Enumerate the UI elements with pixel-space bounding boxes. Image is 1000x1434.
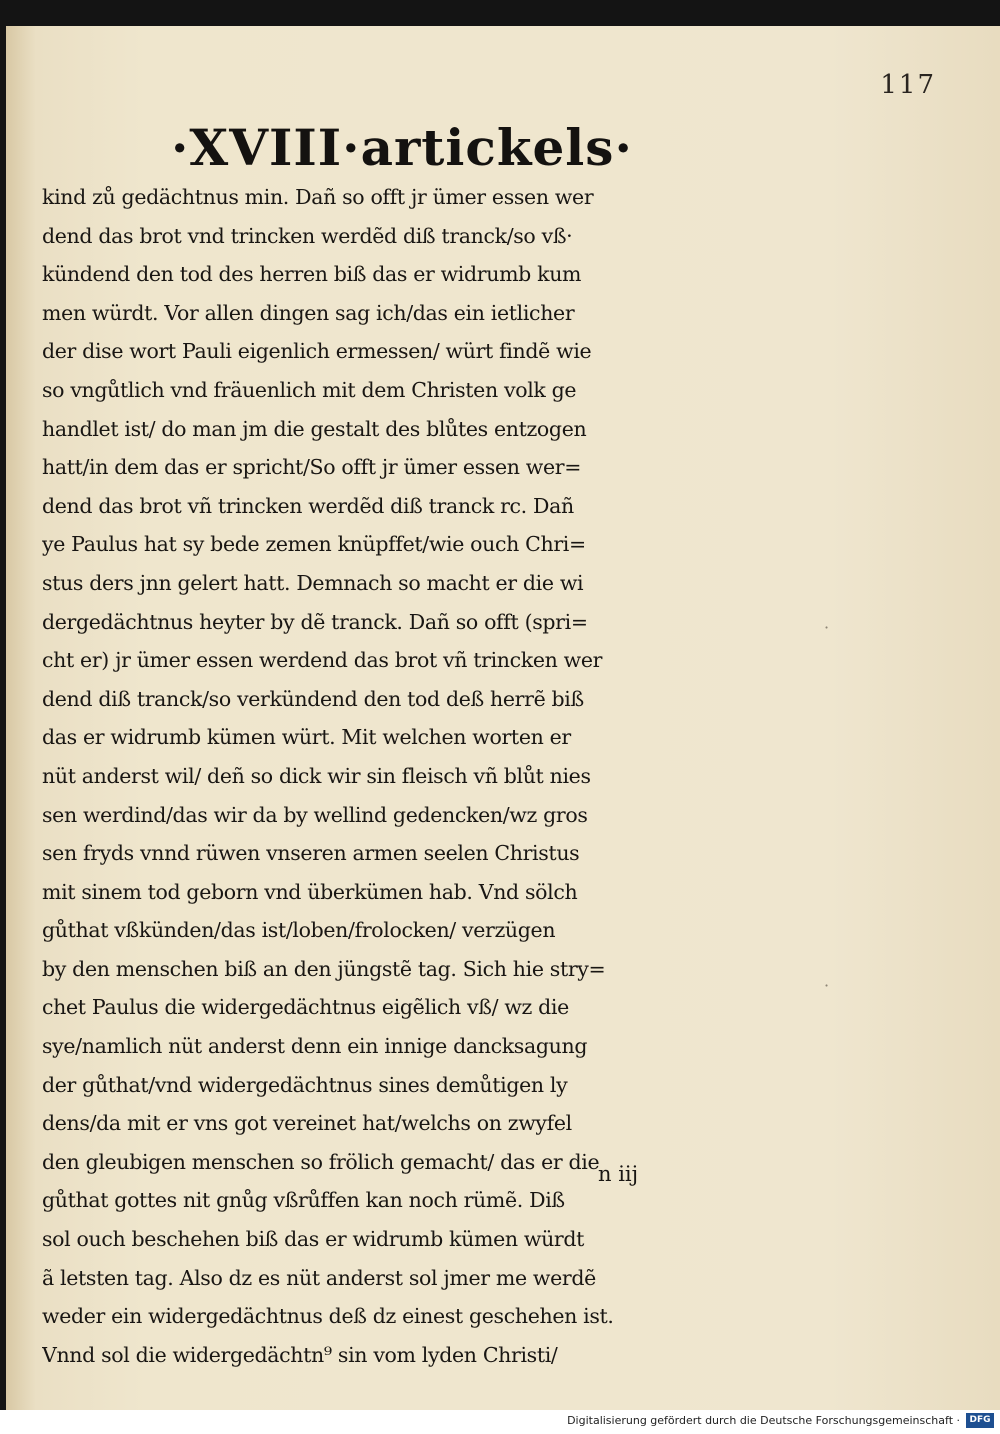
text-line: sen werdind/das wir da by wellind gedencken/wz gros [42, 802, 588, 827]
text-line: men würdt. Vor allen dingen sag ich/das ein ietlicher [42, 300, 575, 325]
dfg-logo: DFG [966, 1413, 994, 1428]
book-page [6, 26, 1000, 1410]
text-line: ã letsten tag. Also dz es nüt anderst sol jmer me werdẽ [42, 1265, 596, 1290]
text-line: cht er) jr ümer essen werdend das brot vñ trincken wer [42, 648, 603, 673]
margin-mark: · [824, 976, 830, 995]
text-line: gůthat vßkünden/das ist/loben/frolocken/ verzügen [42, 918, 556, 943]
margin-mark: · [824, 618, 830, 637]
text-line: gůthat gottes nit gnůg vßrůffen kan noch rümẽ. Diß [42, 1188, 565, 1213]
body-text [42, 178, 712, 1374]
signature-mark: n iij [598, 1162, 639, 1186]
text-line: handlet ist/ do man jm die gestalt des blůtes entzogen [42, 416, 587, 441]
text-line: das er widrumb kümen würt. Mit welchen worten er [42, 725, 571, 750]
text-line: den gleubigen menschen so frölich gemacht/ das er die [42, 1149, 600, 1174]
page-number: 117 [880, 70, 936, 100]
text-line: by den menschen biß an den jüngstẽ tag. Sich hie stry= [42, 956, 606, 981]
text-line: kind zů gedächtnus min. Dañ so offt jr ümer essen wer [42, 185, 594, 209]
text-line: hatt/in dem das er spricht/So offt jr ümer essen wer= [42, 455, 582, 480]
text-line: dens/da mit er vns got vereinet hat/welchs on zwyfel [42, 1111, 572, 1136]
text-line: der gůthat/vnd widergedächtnus sines demůtigen ly [42, 1072, 568, 1097]
text-line: nüt anderst wil/ deñ so dick wir sin fleisch vñ blůt nies [42, 763, 591, 788]
text-line: der dise wort Pauli eigenlich ermessen/ würt findẽ wie [42, 339, 592, 364]
text-line: sen fryds vnnd rüwen vnseren armen seelen Christus [42, 841, 580, 866]
footer-bar [0, 1410, 1000, 1434]
running-heading: ·XVIII·artickels· [171, 118, 633, 177]
text-line: Vnnd sol die widergedächtn⁹ sin vom lyden Christi/ [42, 1342, 558, 1367]
text-line: sye/namlich nüt anderst denn ein innige dancksagung [42, 1034, 588, 1059]
text-line: dend das brot vñ trincken werdẽd diß tranck rc. Dañ [42, 493, 574, 518]
digitization-credit: Digitalisierung gefördert durch die Deutsche Forschungsgemeinschaft · [567, 1414, 960, 1427]
text-line: so vngůtlich vnd fräuenlich mit dem Christen volk ge [42, 377, 577, 402]
text-line: mit sinem tod geborn vnd überkümen hab. Vnd sölch [42, 879, 578, 904]
text-line: sol ouch beschehen biß das er widrumb kümen würdt [42, 1227, 585, 1252]
text-line: ye Paulus hat sy bede zemen knüpffet/wie ouch Chri= [42, 532, 586, 557]
text-line: weder ein widergedächtnus deß dz einest geschehen ist. [42, 1304, 614, 1329]
text-line: kündend den tod des herren biß das er widrumb kum [42, 262, 582, 287]
text-line: dend das brot vnd trincken werdẽd diß tranck/so vß· [42, 223, 573, 248]
text-line: dergedächtnus heyter by dẽ tranck. Dañ so offt (spri= [42, 609, 588, 634]
text-line: stus ders jnn gelert hatt. Demnach so macht er die wi [42, 570, 584, 595]
text-line: chet Paulus die widergedächtnus eigẽlich vß/ wz die [42, 995, 569, 1020]
text-line: dend diß tranck/so verkündend den tod deß herrẽ biß [42, 686, 584, 711]
